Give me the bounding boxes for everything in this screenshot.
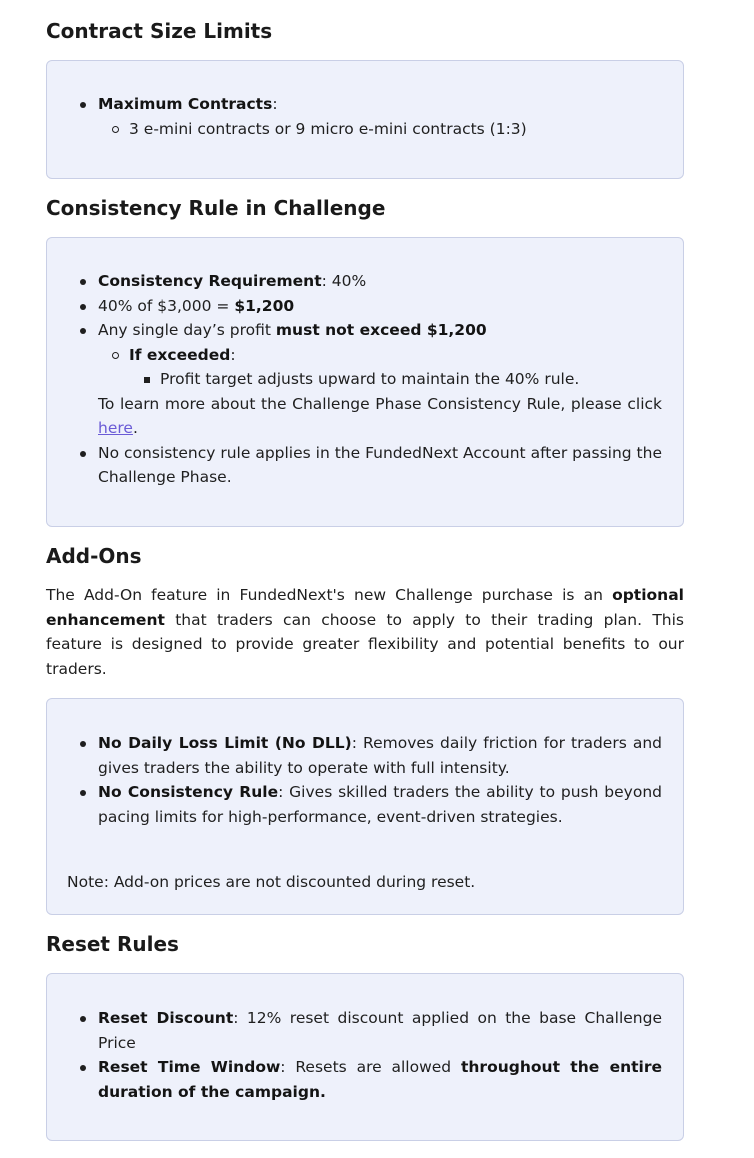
req-value: : 40%: [321, 272, 367, 290]
max-contracts-sep: :: [272, 95, 278, 113]
addons-intro-2: that traders can choose to apply to their trading plan. This feature is designed to provide greater flexibility and potential benefits to our traders.: [46, 610, 684, 678]
reset-heading: Reset Rules: [46, 932, 179, 956]
list-item: [47, 367, 683, 392]
no-dll-text: : Removes daily friction for traders and gives traders the ability to operate with full intensity.: [98, 734, 662, 777]
list-item: [47, 294, 683, 319]
req-label: Consistency Requirement: [98, 272, 322, 290]
addons-note: Note: Add-on prices are not discounted during reset.: [67, 873, 476, 891]
adjust-text: Profit target adjusts upward to maintain the 40% rule.: [160, 370, 580, 388]
addons-box: [46, 698, 684, 915]
max-contracts-label: Maximum Contracts: [98, 95, 273, 113]
addons-intro: [46, 583, 684, 681]
reset-window-bold: throughout the entire duration of the campaign.: [98, 1058, 662, 1101]
list-item: [47, 92, 683, 117]
list-item: [47, 343, 683, 368]
no-consistency-label: No Consistency Rule: [98, 783, 279, 801]
funded-text: No consistency rule applies in the FundedNext Account after passing the Challenge Phase.: [98, 443, 662, 486]
single-day-text: Any single day’s profit: [98, 321, 276, 339]
addons-intro-bold: optional enhancement: [46, 586, 684, 629]
reset-window-label: Reset Time Window: [98, 1058, 281, 1076]
consistency-heading: Consistency Rule in Challenge: [46, 196, 386, 220]
calc-text: 40% of $3,000 =: [98, 296, 235, 315]
reset-discount-text: : 12% reset discount applied on the base Challenge Price: [98, 1009, 662, 1052]
list-item: [47, 269, 683, 294]
learn-more-text: To learn more about the Challenge Phase Consistency Rule, please click: [98, 394, 662, 413]
reset-discount-label: Reset Discount: [98, 1009, 234, 1027]
addons-intro-1: The Add-On feature in FundedNext's new Challenge purchase is an: [46, 586, 613, 604]
contract-limits-list: [47, 61, 683, 141]
reset-box: [46, 973, 684, 1141]
here-link[interactable]: here: [98, 419, 133, 437]
reset-window-text: : Resets are allowed: [280, 1058, 461, 1076]
list-item: [47, 318, 683, 343]
list-item: [47, 441, 683, 490]
max-contracts-value: 3 e-mini contracts or 9 micro e-mini contracts (1:3): [129, 119, 527, 138]
calc-bold: $1,200: [234, 296, 295, 315]
list-item: [47, 780, 683, 829]
no-dll-label: No Daily Loss Limit (No DLL): [98, 734, 352, 752]
learn-more-end: .: [132, 419, 138, 437]
learn-more-paragraph: [47, 392, 683, 441]
addons-list: [47, 699, 683, 829]
contract-limits-box: [46, 60, 684, 179]
reset-list: [47, 974, 683, 1104]
exceeded-label: If exceeded: [129, 345, 231, 364]
list-item: [47, 117, 683, 142]
list-item: [47, 1055, 683, 1104]
consistency-list: [47, 238, 683, 490]
list-item: [47, 1006, 683, 1055]
exceeded-sep: :: [230, 345, 236, 364]
list-item: [47, 731, 683, 780]
addons-heading: Add-Ons: [46, 544, 142, 568]
consistency-box: [46, 237, 684, 527]
no-consistency-text: : Gives skilled traders the ability to push beyond pacing limits for high-performance, event-driven strategies.: [98, 783, 663, 826]
single-day-bold: must not exceed $1,200: [275, 321, 487, 339]
contract-limits-heading: Contract Size Limits: [46, 19, 273, 43]
